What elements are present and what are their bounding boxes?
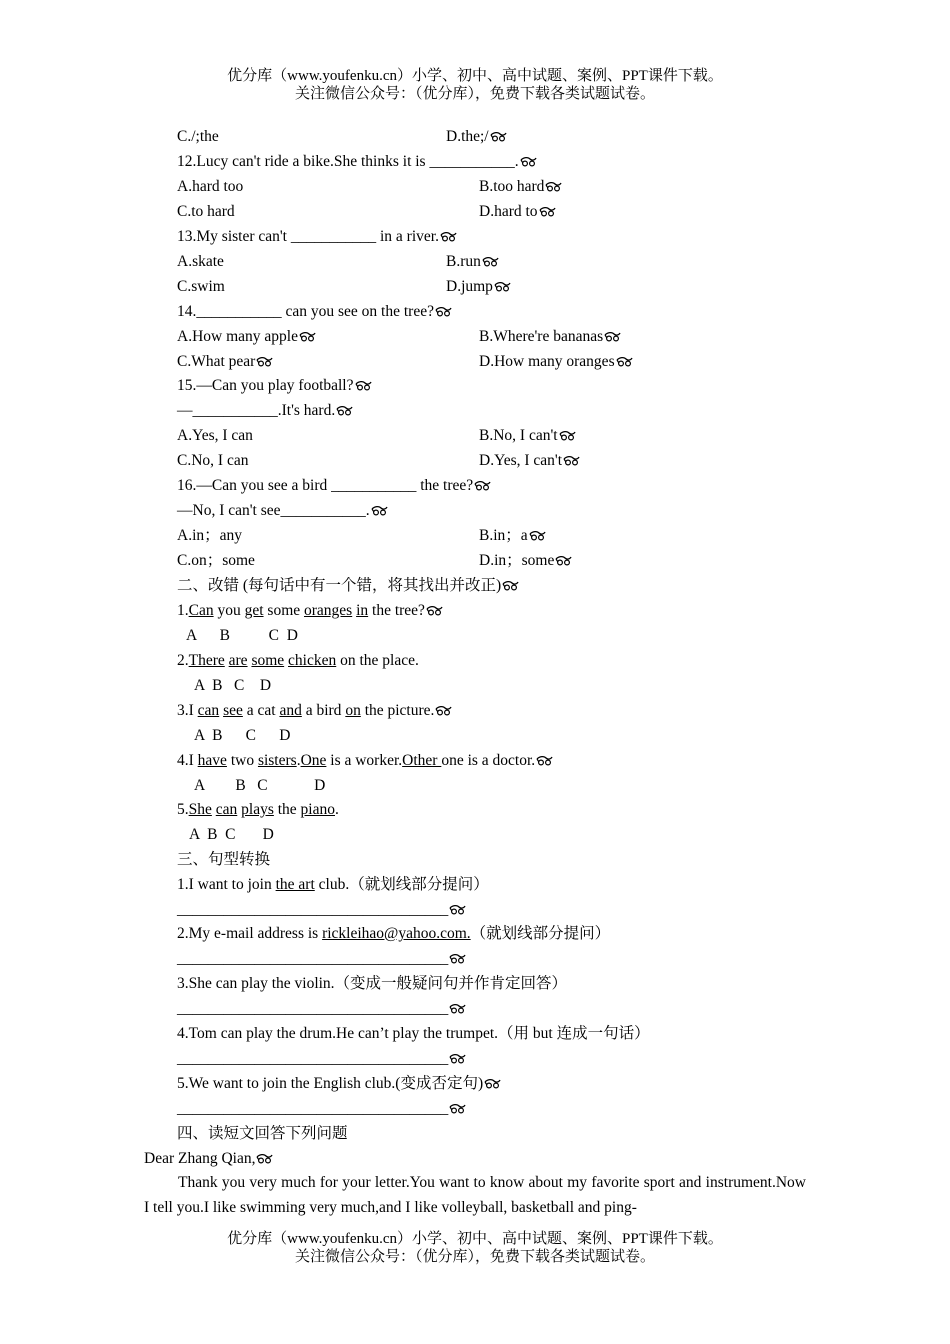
answer-blank-1[interactable]: ___________________________________ [177,900,466,920]
error-sentence-2-letters: A B C D [194,677,272,694]
q16-option-b: B.in；a [479,526,546,546]
q16-stem-answer: —No, I can't see___________. [177,501,388,521]
q14-stem: 14.___________ can you see on the tree? [177,302,452,322]
return-mark-icon [616,356,633,367]
q16-stem: 16.—Can you see a bird ___________ the tree? [177,476,491,496]
transform-q1: 1.I want to join the art club.（就划线部分提问） [177,876,489,893]
q12-option-d: D.hard to [479,202,556,222]
error-sentence-3: 3.I can see a cat and a bird on the picture. [177,701,452,721]
return-mark-icon [435,306,452,317]
error-sentence-1: 1.Can you get some oranges in the tree? [177,601,443,621]
section2-title: 二、改错 (每句话中有一个错，将其找出并改正) [177,576,519,596]
error-sentence-4: 4.I have two sisters.One is a worker.Other one is a doctor. [177,751,553,771]
error-sentence-4-letters: A B C D [194,777,326,794]
q11-option-d: D.the;/ [446,127,507,147]
q16-option-a: A.in；any [177,527,243,544]
return-mark-icon [545,181,562,192]
q14-option-a: A.How many apple [177,327,316,347]
return-mark-icon [563,455,580,466]
q14-option-b: B.Where're bananas [479,327,621,347]
q15-option-d: D.Yes, I can't [479,451,580,471]
q12-option-b: B.too hard [479,177,562,197]
answer-blank-3[interactable]: ___________________________________ [177,999,466,1019]
page-header-line2: 关注微信公众号：（优分库），免费下载各类试题试卷。 [294,86,655,102]
error-sentence-5: 5.She can plays the piano. [177,801,339,818]
return-mark-icon [426,605,443,616]
q13-stem: 13.My sister can't ___________ in a river. [177,227,457,247]
q13-option-c: C.swim [177,278,225,295]
return-mark-icon [435,705,452,716]
return-mark-icon [355,380,372,391]
q12-stem: 12.Lucy can't ride a bike.She thinks it is ___________. [177,152,537,172]
return-mark-icon [604,331,621,342]
transform-q3: 3.She can play the violin.（变成一般疑问句并作肯定回答） [177,975,568,992]
q12-option-c: C.to hard [177,203,235,220]
answer-blank-5[interactable]: ___________________________________ [177,1099,466,1119]
transform-q5: 5.We want to join the English club.(变成否定句) [177,1074,501,1094]
page-footer-line1: 优分库（www.youfenku.cn）小学、初中、高中试题、案例、PPT课件下载。 [227,1231,723,1247]
answer-blank-2[interactable]: ___________________________________ [177,949,466,969]
q16-option-d: D.in；some [479,551,572,571]
q13-option-b: B.run [446,252,499,272]
page-header-line1: 优分库（www.youfenku.cn）小学、初中、高中试题、案例、PPT课件下载。 [227,68,723,84]
return-mark-icon [256,1153,273,1164]
return-mark-icon [440,231,457,242]
q15-option-c: C.No, I can [177,452,249,469]
return-mark-icon [371,505,388,516]
return-mark-icon [529,530,546,541]
q11-option-c: C./;the [177,128,219,145]
section3-title: 三、句型转换 [177,851,271,868]
error-sentence-2: 2.There are some chicken on the place. [177,652,419,669]
return-mark-icon [449,953,466,964]
q15-option-b: B.No, I can't [479,426,576,446]
error-sentence-3-letters: A B C D [194,727,291,744]
return-mark-icon [449,1003,466,1014]
error-sentence-5-letters: A B C D [189,826,274,843]
section4-title: 四、读短文回答下列问题 [177,1125,348,1142]
return-mark-icon [336,405,353,416]
q14-option-d: D.How many oranges [479,352,633,372]
return-mark-icon [520,156,537,167]
return-mark-icon [299,331,316,342]
error-sentence-1-letters: A B C D [186,627,298,644]
letter-greeting: Dear Zhang Qian, [144,1149,273,1169]
return-mark-icon [256,356,273,367]
q16-option-c: C.on；some [177,552,255,569]
return-mark-icon [484,1078,501,1089]
return-mark-icon [559,430,576,441]
q15-stem: 15.—Can you play football? [177,376,372,396]
return-mark-icon [490,131,507,142]
q12-option-a: A.hard too [177,178,244,195]
return-mark-icon [474,480,491,491]
q14-option-c: C.What pear [177,352,273,372]
return-mark-icon [494,281,511,292]
q15-stem-answer: —___________.It's hard. [177,401,353,421]
return-mark-icon [502,580,519,591]
return-mark-icon [555,555,572,566]
answer-blank-4[interactable]: ___________________________________ [177,1049,466,1069]
return-mark-icon [539,206,556,217]
q13-option-a: A.skate [177,253,224,270]
return-mark-icon [449,904,466,915]
return-mark-icon [449,1053,466,1064]
letter-paragraph: Thank you very much for your letter.You want to know about my favorite sport and instrument.Now I tell you.I like swimming very much,and I like volleyball, basketball and ping- [144,1174,806,1216]
q15-option-a: A.Yes, I can [177,427,253,444]
return-mark-icon [536,755,553,766]
q13-option-d: D.jump [446,277,511,297]
page-footer-line2: 关注微信公众号：（优分库），免费下载各类试题试卷。 [294,1249,655,1265]
return-mark-icon [449,1103,466,1114]
return-mark-icon [482,256,499,267]
transform-q2: 2.My e-mail address is rickleihao@yahoo.com.（就划线部分提问） [177,925,611,942]
transform-q4: 4.Tom can play the drum.He can’t play the trumpet.（用 but 连成一句话） [177,1025,650,1042]
